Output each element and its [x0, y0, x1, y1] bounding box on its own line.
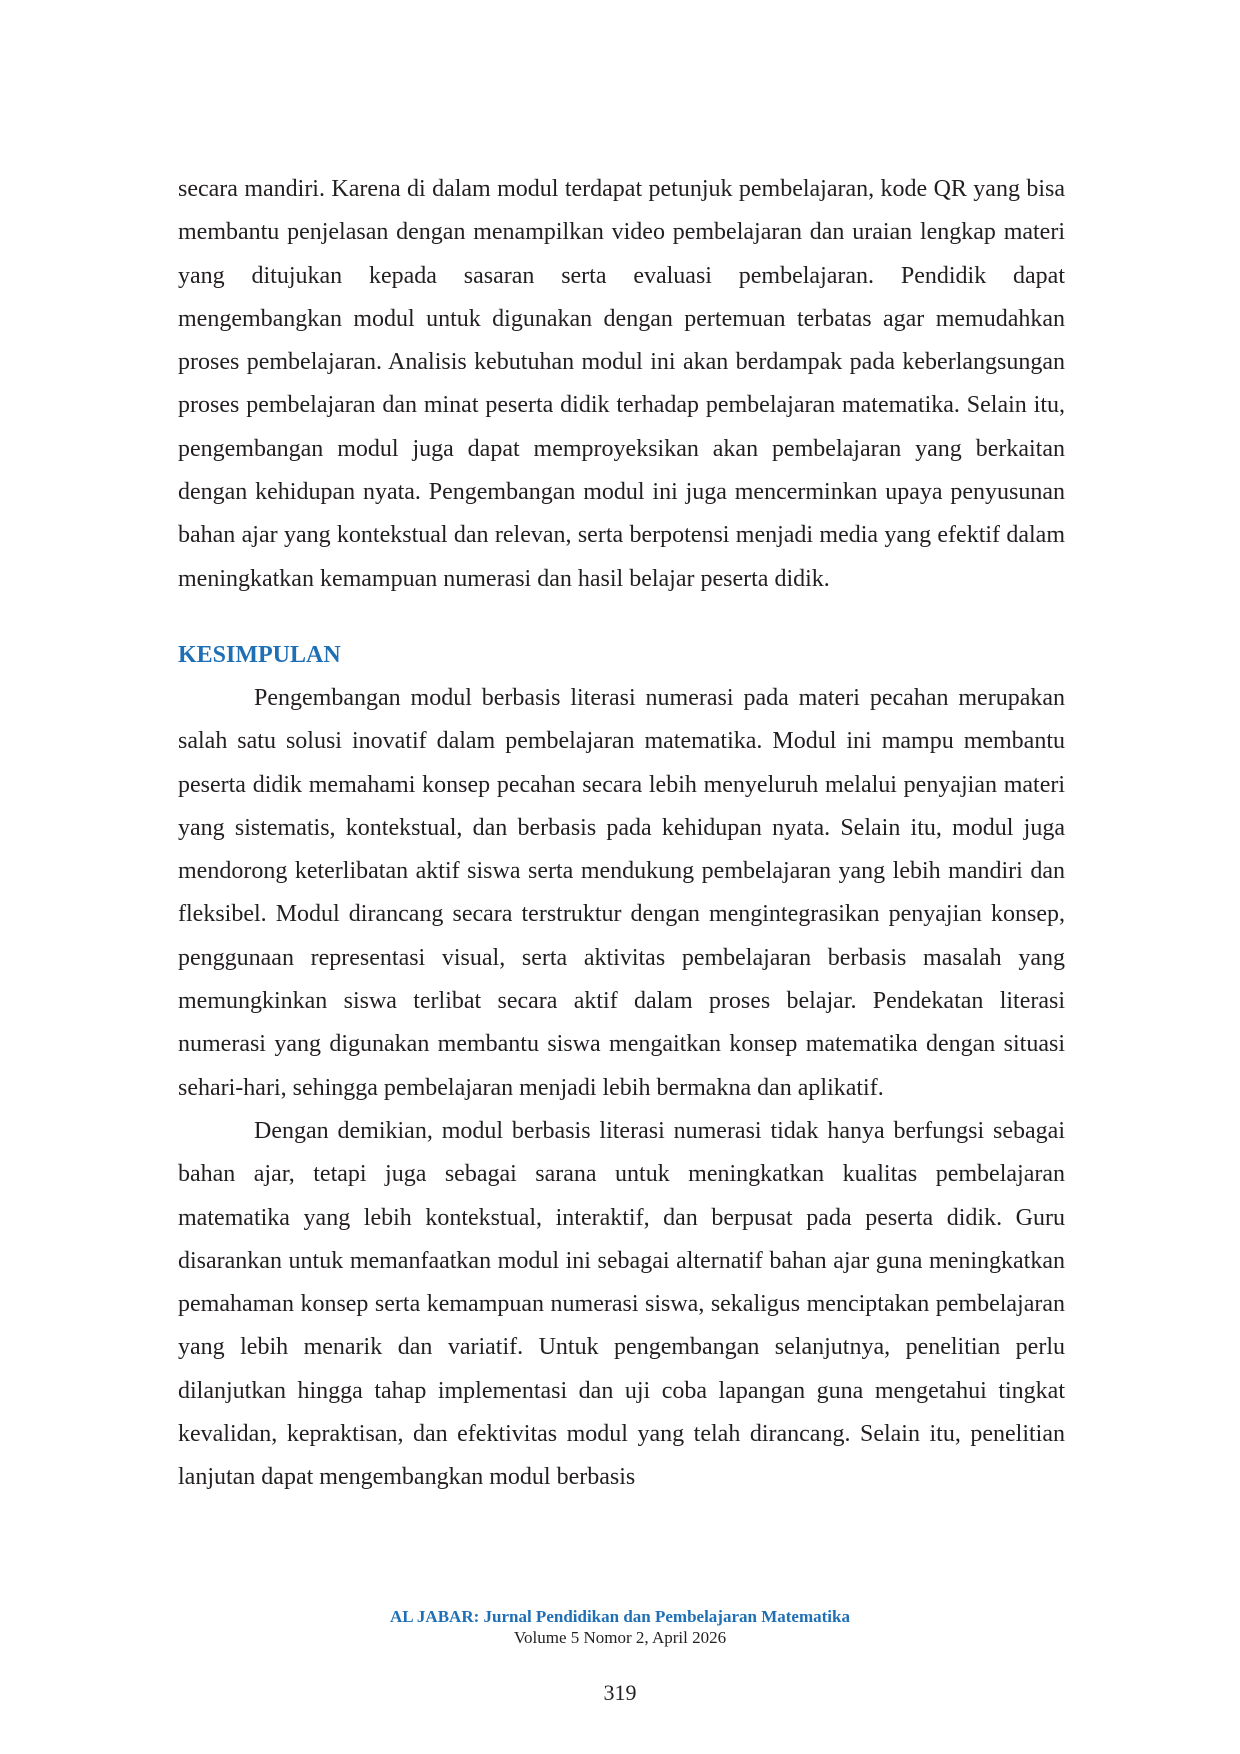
journal-issue: Volume 5 Nomor 2, April 2026	[513, 1628, 727, 1647]
journal-footer	[0, 1606, 1240, 1648]
body-paragraph-1: secara mandiri. Karena di dalam modul terdapat petunjuk pembelajaran, kode QR yang bisa membantu penjelasan dengan menampilkan video pembelajaran dan uraian lengkap materi yang ditujukan kepada sasaran serta evaluasi pembelajaran. Pendidik dapat mengembangkan modul untuk digunakan dengan pertemuan terbatas agar memudahkan proses pembelajaran. Analisis kebutuhan modul ini akan berdampak pada keberlangsungan proses pembelajaran dan minat peserta didik terhadap pembelajaran matematika. Selain itu, pengembangan modul juga dapat memproyeksikan akan pembelajaran yang berkaitan dengan kehidupan nyata. Pengembangan modul ini juga mencerminkan upaya penyusunan bahan ajar yang kontekstual dan relevan, serta berpotensi menjadi media yang efektif dalam meningkatkan kemampuan numerasi dan hasil belajar peserta didik.	[178, 176, 1065, 592]
body-paragraph-3: Dengan demikian, modul berbasis literasi numerasi tidak hanya berfungsi sebagai bahan ajar, tetapi juga sebagai sarana untuk meningkatkan kualitas pembelajaran matematika yang lebih kontekstual, interaktif, dan berpusat pada peserta didik. Guru disarankan untuk memanfaatkan modul ini sebagai alternatif bahan ajar guna meningkatkan pemahaman konsep serta kemampuan numerasi siswa, sekaligus menciptakan pembelajaran yang lebih menarik dan variatif. Untuk pengembangan selanjutnya, penelitian perlu dilanjutkan hingga tahap implementasi dan uji coba lapangan guna mengetahui tingkat kevalidan, kepraktisan, dan efektivitas modul yang telah dirancang. Selain itu, penelitian lanjutan dapat mengembangkan modul berbasis	[178, 1117, 1065, 1491]
main-content	[178, 168, 1065, 1500]
section-heading-kesimpulan: KESIMPULAN	[178, 641, 341, 668]
page-number: 319	[603, 1680, 637, 1705]
journal-name: AL JABAR: Jurnal Pendidikan dan Pembelajaran Matematika	[390, 1607, 850, 1626]
body-paragraph-2: Pengembangan modul berbasis literasi numerasi pada materi pecahan merupakan salah satu solusi inovatif dalam pembelajaran matematika. Modul ini mampu membantu peserta didik memahami konsep pecahan secara lebih menyeluruh melalui penyajian materi yang sistematis, kontekstual, dan berbasis pada kehidupan nyata. Selain itu, modul juga mendorong keterlibatan aktif siswa serta mendukung pembelajaran yang lebih mandiri dan fleksibel. Modul dirancang secara terstruktur dengan mengintegrasikan penyajian konsep, penggunaan representasi visual, serta aktivitas pembelajaran berbasis masalah yang memungkinkan siswa terlibat secara aktif dalam proses belajar. Pendekatan literasi numerasi yang digunakan membantu siswa mengaitkan konsep matematika dengan situasi sehari-hari, sehingga pembelajaran menjadi lebih bermakna dan aplikatif.	[178, 684, 1065, 1101]
